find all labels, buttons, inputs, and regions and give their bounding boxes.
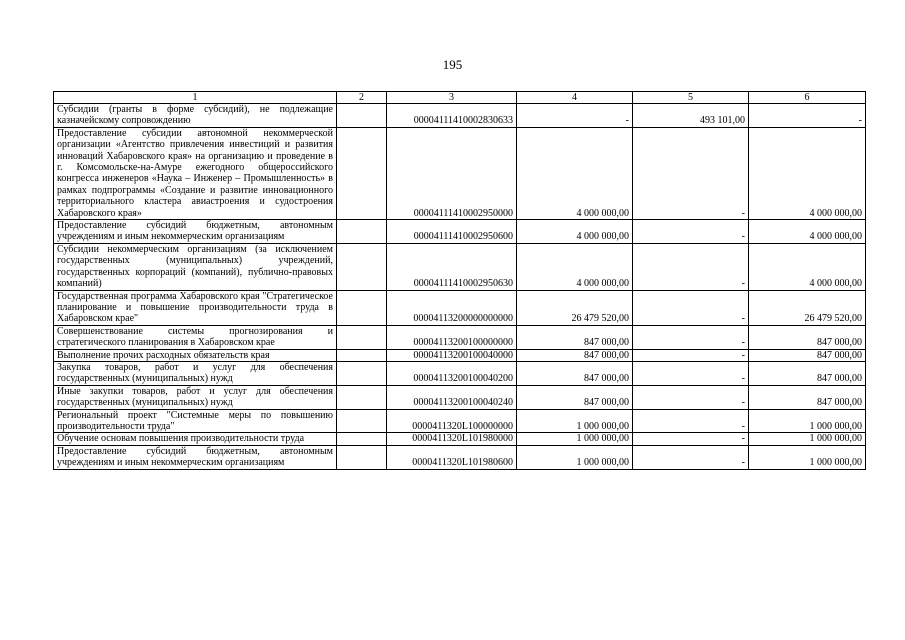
- budget-table: [53, 91, 866, 470]
- row-code: 00004113200100040240: [387, 385, 517, 409]
- row-col6: 1 000 000,00: [749, 409, 866, 433]
- table-row: [54, 361, 866, 385]
- row-col5: -: [633, 433, 749, 445]
- row-code: 00004111410002830633: [387, 104, 517, 128]
- column-header: 2: [337, 92, 387, 104]
- row-name: Выполнение прочих расходных обязательств края: [54, 349, 337, 361]
- table-row: [54, 385, 866, 409]
- row-col6: 847 000,00: [749, 385, 866, 409]
- table-row: [54, 127, 866, 219]
- row-code: 00004113200000000000: [387, 290, 517, 325]
- row-col2: [337, 385, 387, 409]
- table-row: [54, 290, 866, 325]
- row-col4: 847 000,00: [517, 385, 633, 409]
- row-col6: 847 000,00: [749, 349, 866, 361]
- row-col4: 847 000,00: [517, 325, 633, 349]
- row-name: Предоставление субсидии автономной некоммерческой организации «Агентство привлечения инвестиций и развития инноваций Хабаровского края» на организацию и проведение в г. Комсомольске-на-Амуре ежегодного общероссийского конгресса инженеров «Наука – Инженер – Промышленность» в рамках подпрограммы «Создание и развитие инновационного территориального кластера авиастроения и судостроения Хабаровского края»: [54, 127, 337, 219]
- row-code: 00004113200100000000: [387, 325, 517, 349]
- row-col4: 847 000,00: [517, 361, 633, 385]
- page-number: 195: [442, 57, 463, 72]
- row-col4: 4 000 000,00: [517, 127, 633, 219]
- row-col6: -: [749, 104, 866, 128]
- row-col2: [337, 409, 387, 433]
- row-name: Субсидии (гранты в форме субсидий), не подлежащие казначейскому сопровождению: [54, 104, 337, 128]
- column-header: 1: [54, 92, 337, 104]
- row-col6: 4 000 000,00: [749, 220, 866, 244]
- row-name: Совершенствование системы прогнозирования и стратегического планирования в Хабаровском крае: [54, 325, 337, 349]
- row-name: Региональный проект "Системные меры по повышению производительности труда": [54, 409, 337, 433]
- row-col4: 847 000,00: [517, 349, 633, 361]
- table-row: [54, 220, 866, 244]
- table-row: [54, 433, 866, 445]
- row-col2: [337, 220, 387, 244]
- row-name: Государственная программа Хабаровского края "Стратегическое планирование и повышение производительности труда в Хабаровском крае": [54, 290, 337, 325]
- table-row: [54, 104, 866, 128]
- row-col5: -: [633, 220, 749, 244]
- table-header-row: [54, 92, 866, 104]
- row-code: 0000411320L101980600: [387, 445, 517, 469]
- row-col2: [337, 127, 387, 219]
- row-code: 00004111410002950600: [387, 220, 517, 244]
- row-col2: [337, 445, 387, 469]
- row-col5: -: [633, 290, 749, 325]
- row-code: 00004111410002950630: [387, 243, 517, 290]
- column-header: 3: [387, 92, 517, 104]
- table-row: [54, 243, 866, 290]
- row-col6: 1 000 000,00: [749, 445, 866, 469]
- row-name: Предоставление субсидий бюджетным, автономным учреждениям и иным некоммерческим организациям: [54, 445, 337, 469]
- row-col2: [337, 325, 387, 349]
- column-header: 5: [633, 92, 749, 104]
- table-row: [54, 445, 866, 469]
- row-col6: 4 000 000,00: [749, 243, 866, 290]
- table-row: [54, 325, 866, 349]
- row-code: 0000411320L101980000: [387, 433, 517, 445]
- column-header: 4: [517, 92, 633, 104]
- row-code: 0000411320L100000000: [387, 409, 517, 433]
- row-col6: 847 000,00: [749, 325, 866, 349]
- row-name: Обучение основам повышения производительности труда: [54, 433, 337, 445]
- row-col4: -: [517, 104, 633, 128]
- row-col2: [337, 243, 387, 290]
- row-col6: 26 479 520,00: [749, 290, 866, 325]
- row-col4: 1 000 000,00: [517, 409, 633, 433]
- row-col5: -: [633, 385, 749, 409]
- row-name: Предоставление субсидий бюджетным, автономным учреждениям и иным некоммерческим организациям: [54, 220, 337, 244]
- column-header: 6: [749, 92, 866, 104]
- row-name: Иные закупки товаров, работ и услуг для обеспечения государственных (муниципальных) нужд: [54, 385, 337, 409]
- row-col5: -: [633, 127, 749, 219]
- row-col5: -: [633, 409, 749, 433]
- row-col4: 4 000 000,00: [517, 220, 633, 244]
- row-col2: [337, 104, 387, 128]
- row-code: 00004113200100040000: [387, 349, 517, 361]
- row-code: 00004111410002950000: [387, 127, 517, 219]
- row-col4: 4 000 000,00: [517, 243, 633, 290]
- row-col5: -: [633, 361, 749, 385]
- row-col4: 1 000 000,00: [517, 433, 633, 445]
- row-col5: -: [633, 349, 749, 361]
- row-col6: 847 000,00: [749, 361, 866, 385]
- row-col2: [337, 361, 387, 385]
- row-code: 00004113200100040200: [387, 361, 517, 385]
- row-col4: 1 000 000,00: [517, 445, 633, 469]
- row-col5: -: [633, 445, 749, 469]
- row-col5: 493 101,00: [633, 104, 749, 128]
- row-col5: -: [633, 243, 749, 290]
- row-col6: 1 000 000,00: [749, 433, 866, 445]
- table-row: [54, 349, 866, 361]
- row-name: Субсидии некоммерческим организациям (за исключением государственных (муниципальных) учреждений, государственных корпораций (компаний), публично-правовых компаний): [54, 243, 337, 290]
- row-col2: [337, 433, 387, 445]
- row-name: Закупка товаров, работ и услуг для обеспечения государственных (муниципальных) нужд: [54, 361, 337, 385]
- row-col5: -: [633, 325, 749, 349]
- row-col6: 4 000 000,00: [749, 127, 866, 219]
- table-row: [54, 409, 866, 433]
- row-col2: [337, 349, 387, 361]
- row-col4: 26 479 520,00: [517, 290, 633, 325]
- row-col2: [337, 290, 387, 325]
